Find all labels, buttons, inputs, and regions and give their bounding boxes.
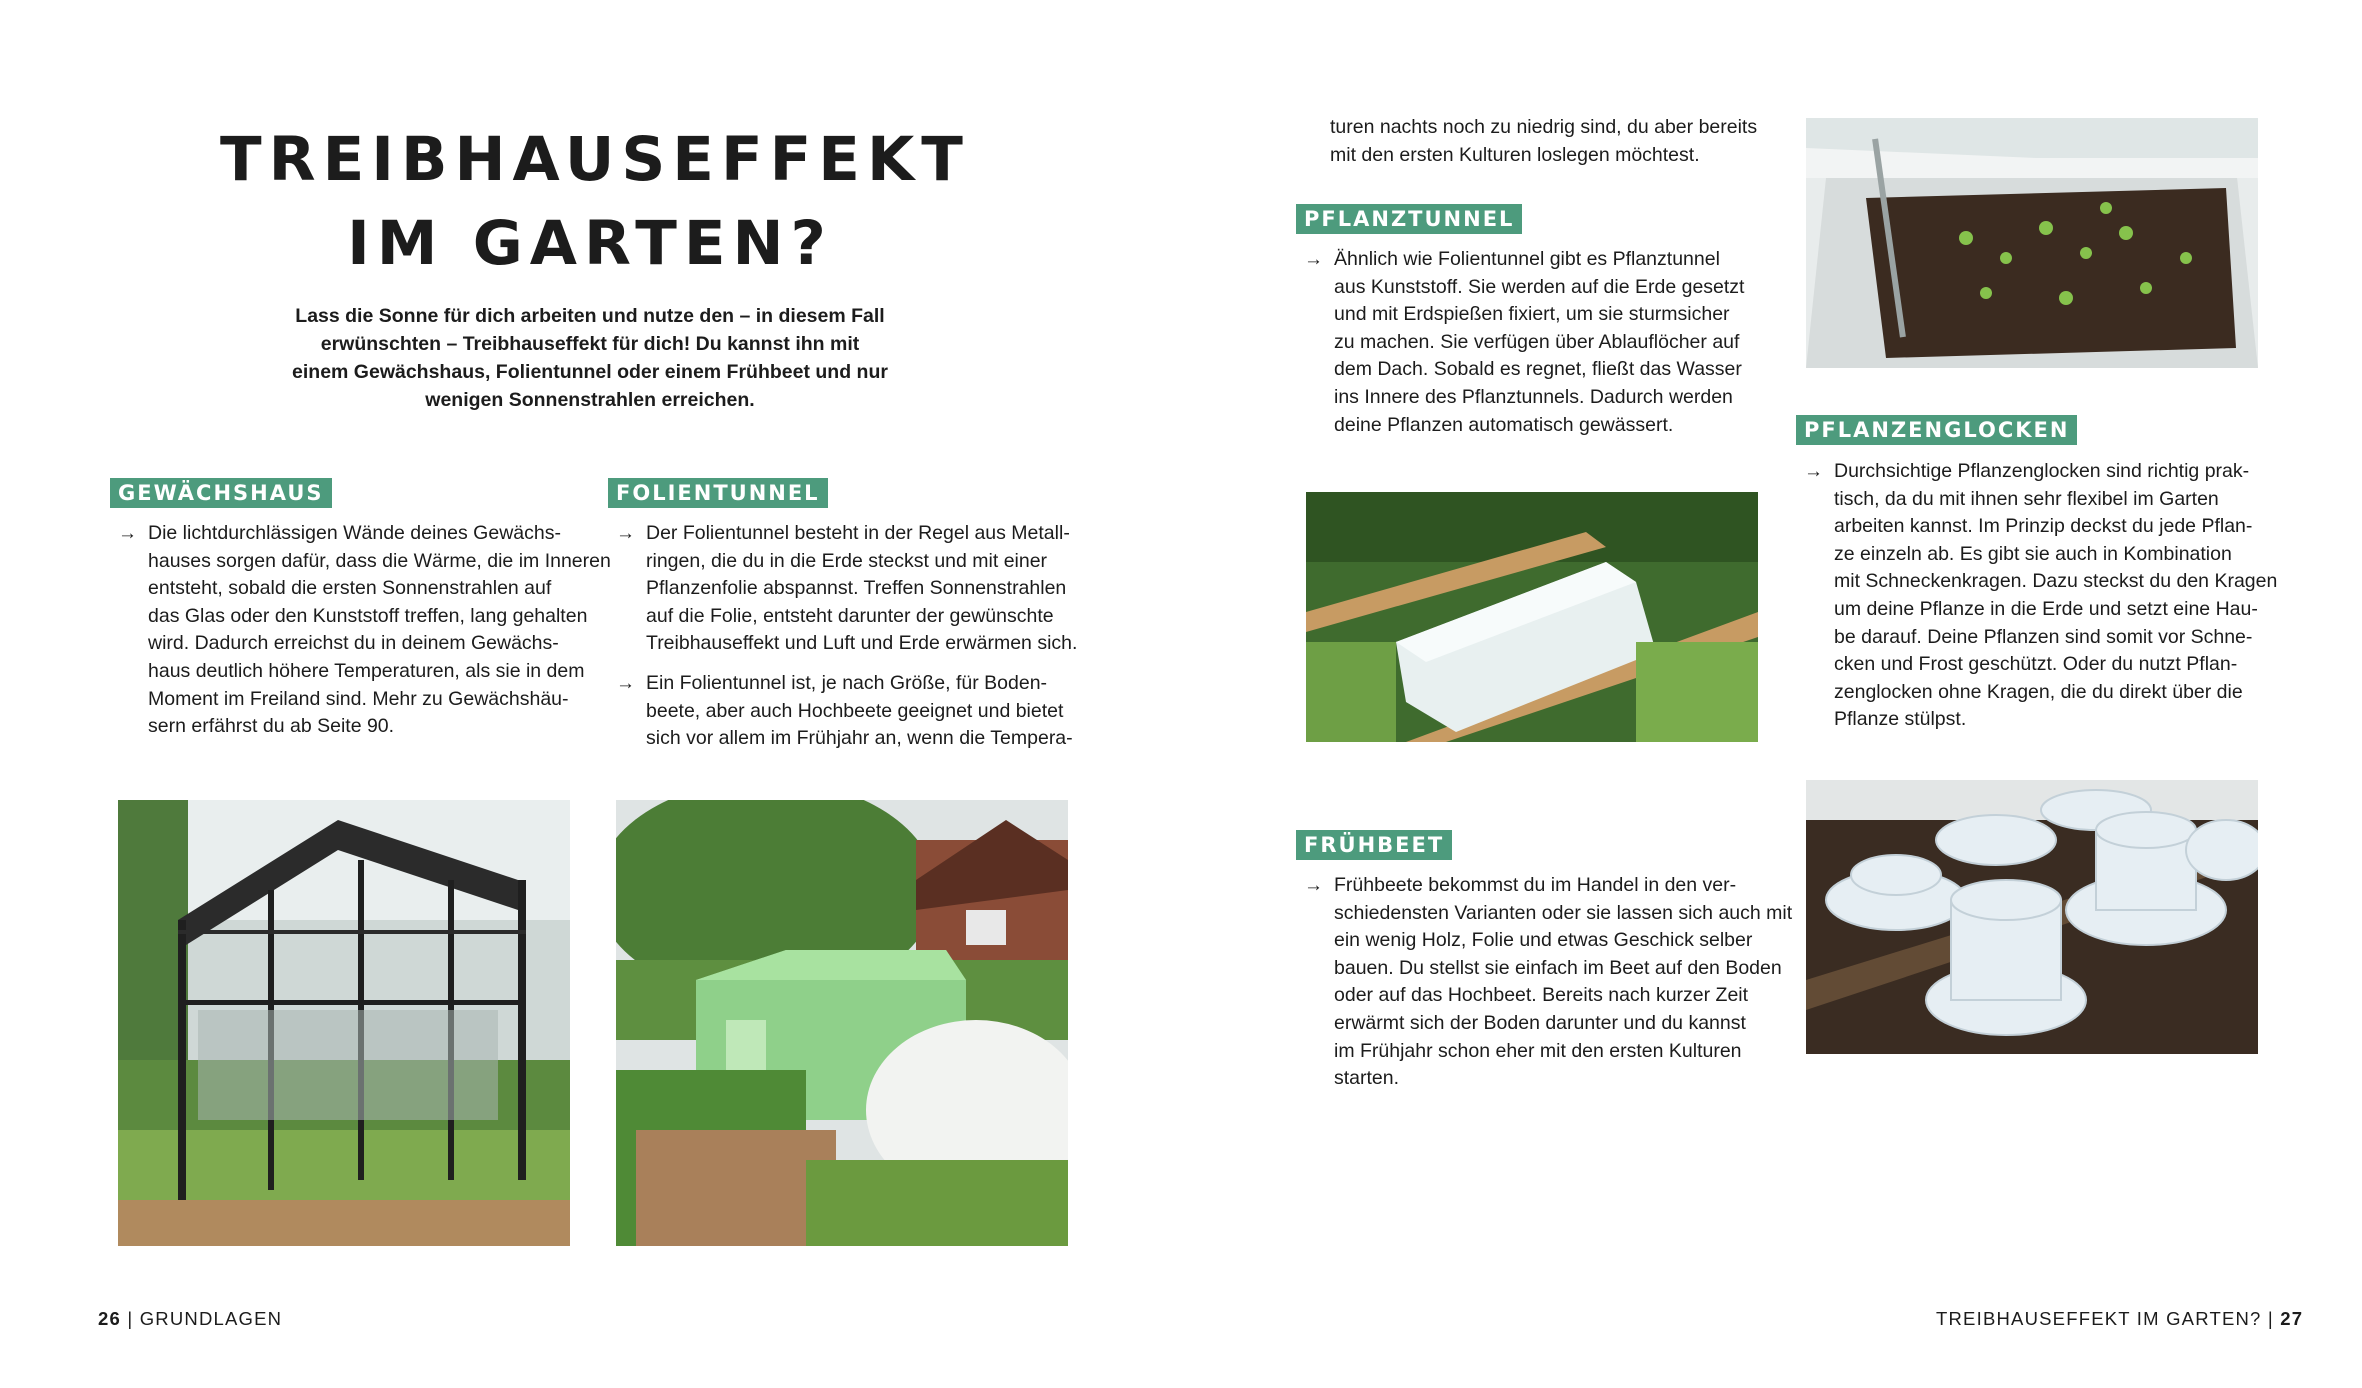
arrow-bullet-icon: →: [1304, 875, 1323, 896]
paragraph-gewaechshaus: [118, 520, 618, 741]
label-folientunnel: FOLIENTUNNEL: [608, 478, 828, 508]
paragraph-text: Der Folientunnel besteht in der Regel aus Metall- ringen, die du in die Erde steckst und mit einer Pflanzenfolie abspannst. Treffen Sonnenstrahlen auf die Folie, entsteht darunter der gewünschte Treibhauseffekt und Luft und Erde erwärmen sich.: [646, 522, 1078, 655]
photo-pflanztunnel: [1306, 492, 1758, 742]
page-title: TREIBHAUSEFFEKT IM GARTEN?: [220, 124, 970, 279]
label-pflanztunnel: PFLANZTUNNEL: [1296, 204, 1522, 234]
footer-section: GRUNDLAGEN: [139, 1308, 283, 1329]
footer-left: [98, 1308, 282, 1330]
footer-section: TREIBHAUSEFFEKT IM GARTEN?: [1936, 1308, 2262, 1329]
section-label-pflanzenglocken: [1796, 415, 2077, 445]
paragraph-fruehbeet: [1304, 872, 1814, 1093]
paragraph-folientunnel-2: [616, 670, 1116, 753]
paragraph-continuation: [1330, 114, 1800, 169]
photo-fruehbeet: [1806, 118, 2258, 368]
page-number: 26: [98, 1308, 121, 1329]
arrow-bullet-icon: →: [1304, 249, 1323, 270]
arrow-bullet-icon: →: [1804, 461, 1823, 482]
label-pflanzenglocken: PFLANZENGLOCKEN: [1796, 415, 2077, 445]
section-label-fruehbeet: [1296, 830, 1452, 860]
photo-pflanzenglocken: [1806, 780, 2258, 1054]
photo-folientunnel: [616, 800, 1068, 1246]
label-gewaechshaus: GEWÄCHSHAUS: [110, 478, 332, 508]
footer-separator: |: [2267, 1308, 2274, 1329]
page-number: 27: [2280, 1308, 2304, 1329]
footer-separator: |: [127, 1308, 134, 1329]
paragraph-text: Ähnlich wie Folientunnel gibt es Pflanztunnel aus Kunststoff. Sie werden auf die Erde gesetzt und mit Erdspießen fixiert, um sie sturmsicher zu machen. Sie verfügen über Ablauflöcher auf dem Dach. Sobald es regnet, fließt das Wasser ins Innere des Pflanztunnels. Dadurch werden deine Pflanzen automatisch gewässert.: [1334, 248, 1745, 436]
paragraph-folientunnel-1: [616, 520, 1116, 658]
photo-greenhouse: [118, 800, 570, 1246]
section-label-folientunnel: [608, 478, 828, 508]
section-label-gewaechshaus: [110, 478, 332, 508]
arrow-bullet-icon: →: [616, 523, 635, 544]
paragraph-text: turen nachts noch zu niedrig sind, du aber bereits mit den ersten Kulturen loslegen möchtest.: [1330, 116, 1758, 166]
section-label-pflanztunnel: [1296, 204, 1522, 234]
paragraph-text: Ein Folientunnel ist, je nach Größe, für Boden- beete, aber auch Hochbeete geeignet und bietet sich vor allem im Frühjahr an, wenn die Tempera-: [646, 672, 1073, 750]
label-fruehbeet: FRÜHBEET: [1296, 830, 1452, 860]
intro-text: Lass die Sonne für dich arbeiten und nutze den – in diesem Fall erwünschten – Treibhauseffekt für dich! Du kannst ihn mit einem Gewächshaus, Folientunnel oder einem Frühbeet und nur wenigen Sonnenstrahlen erreichen.: [292, 305, 888, 411]
paragraph-text: Die lichtdurchlässigen Wände deines Gewächs- hauses sorgen dafür, dass die Wärme, die im Inneren entsteht, sobald die ersten Sonnenstrahlen auf das Glas oder den Kunststoff treffen, lang gehalten wird. Dadurch erreichst du in deinem Gewächs- haus deutlich höhere Temperaturen, als sie in dem Moment im Freiland sind. Mehr zu Gewächshäu- sern erfährst du ab Seite 90.: [148, 522, 611, 738]
paragraph-text: Durchsichtige Pflanzenglocken sind richtig prak- tisch, da du mit ihnen sehr flexibel im Garten arbeiten kannst. Im Prinzip deckst du jede Pflan- ze einzeln ab. Es gibt sie auch in Kombination mit Schneckenkragen. Dazu steckst du den Kragen um deine Pflanze in die Erde und setzt eine Hau- be darauf. Deine Pflanzen sind somit vor Schne- cken und Frost geschützt. Oder du nutzt Pflan- zenglocken ohne Kragen, die du direkt über die Pflanze stülpst.: [1834, 460, 2278, 731]
footer-right: [1936, 1308, 2303, 1330]
arrow-bullet-icon: →: [118, 523, 137, 544]
paragraph-pflanztunnel: [1304, 246, 1804, 439]
paragraph-text: Frühbeete bekommst du im Handel in den ver- schiedensten Varianten oder sie lassen sich auch mit ein wenig Holz, Folie und etwas Geschick selber bauen. Du stellst sie einfach im Beet auf den Boden oder auf das Hochbeet. Bereits nach kurzer Zeit erwärmt sich der Boden darunter und du kannst im Frühjahr schon eher mit den ersten Kulturen starten.: [1334, 874, 1793, 1090]
arrow-bullet-icon: →: [616, 673, 635, 694]
paragraph-pflanzenglocken: [1804, 458, 2304, 734]
